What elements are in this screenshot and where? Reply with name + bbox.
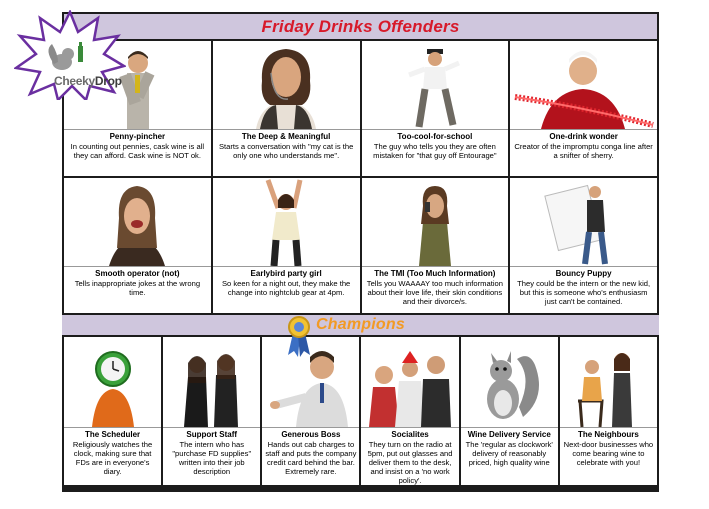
offender-title: Too-cool-for-school <box>397 132 473 141</box>
two-women-figure-icon <box>172 337 252 427</box>
cheekydrop-logo <box>14 10 126 100</box>
champion-caption <box>262 427 359 485</box>
champion-photo <box>560 337 657 427</box>
champion-title: Socialites <box>391 430 429 439</box>
neighbours-figure-icon <box>568 337 648 427</box>
sign-man-figure-icon <box>529 178 639 266</box>
offender-desc: In counting out pennies, cask wine is all they can afford. Cask wine is NOT ok. <box>70 142 205 160</box>
champion-title: Support Staff <box>186 430 238 439</box>
champion-desc: They turn on the radio at 5pm, put out glasses and deliver them to the desk, and insist on a 'no work policy'. <box>367 440 453 485</box>
champion-caption <box>64 427 161 485</box>
champion-desc: The intern who has "purchase FD supplies" written into their job description <box>172 440 252 476</box>
champion-caption <box>560 427 657 485</box>
champions-title: Champions <box>316 316 405 333</box>
champion-card-scheduler <box>64 337 161 485</box>
offenders-sheet <box>62 12 659 492</box>
offender-card-bouncy-puppy <box>510 178 657 313</box>
champion-photo <box>64 337 161 427</box>
squirrel-figure-icon <box>469 337 549 427</box>
clock-head-man-figure-icon <box>78 337 148 427</box>
handshake-man-figure-icon <box>266 337 356 427</box>
offender-desc: Starts a conversation with "my cat is the only one who understands me". <box>218 142 354 160</box>
champion-photo <box>163 337 260 427</box>
champion-photo <box>461 337 558 427</box>
offender-caption <box>64 266 211 313</box>
offender-caption <box>213 266 360 313</box>
offender-title: Smooth operator (not) <box>95 269 180 278</box>
woman-headset-figure-icon <box>216 41 356 129</box>
champion-desc: Hands out cab charges to staff and puts the company credit card behind the bar. Extremely rare. <box>265 440 357 476</box>
offender-desc: The guy who tells you they are often mistaken for "that guy off Entourage" <box>373 142 497 160</box>
offender-photo <box>510 41 657 129</box>
champions-band <box>62 313 659 337</box>
logo-wordmark <box>54 74 122 88</box>
champion-title: The Neighbours <box>577 430 639 439</box>
champion-caption <box>163 427 260 485</box>
champion-desc: Religiously watches the clock, making sure that FDs are in everyone's diary. <box>72 440 153 476</box>
champion-title: The Scheduler <box>85 430 141 439</box>
champion-photo <box>262 337 359 427</box>
champion-card-socialites <box>361 337 458 485</box>
header-band <box>64 14 657 41</box>
offender-card-smooth-operator <box>64 178 211 313</box>
offender-title: Penny-pincher <box>109 132 166 141</box>
champion-card-wine-delivery <box>461 337 558 485</box>
offender-caption <box>213 129 360 176</box>
offender-desc: So keen for a night out, they make the change into nightclub gear at 4pm. <box>221 279 351 297</box>
champion-title: Wine Delivery Service <box>467 430 551 439</box>
offender-card-tmi <box>362 178 509 313</box>
offenders-grid <box>64 41 657 313</box>
offender-caption <box>362 129 509 176</box>
offender-caption <box>510 266 657 313</box>
offender-caption <box>64 129 211 176</box>
logo-text-cheeky: Cheeky <box>54 74 95 88</box>
tinsel-man-figure-icon <box>511 41 657 129</box>
offender-title: The Deep & Meaningful <box>241 132 331 141</box>
offender-card-earlybird <box>213 178 360 313</box>
offender-title: Bouncy Puppy <box>555 269 612 278</box>
offender-photo <box>64 178 211 266</box>
champion-title: Generous Boss <box>281 430 341 439</box>
offender-photo <box>362 178 509 266</box>
offender-card-too-cool <box>362 41 509 176</box>
champion-photo <box>361 337 458 427</box>
dancing-woman-figure-icon <box>246 178 326 266</box>
champion-card-generous-boss <box>262 337 359 485</box>
offender-photo <box>213 41 360 129</box>
offender-title: One-drink wonder <box>549 132 618 141</box>
champion-desc: The 'regular as clockwork' delivery of reasonably priced, high quality wine <box>465 440 553 467</box>
offender-title: The TMI (Too Much Information) <box>374 269 496 278</box>
phone-woman-figure-icon <box>395 178 475 266</box>
champion-caption <box>361 427 458 485</box>
offender-caption <box>362 266 509 313</box>
page-title: Friday Drinks Offenders <box>261 16 460 36</box>
offender-photo <box>510 178 657 266</box>
laughing-man-figure-icon <box>97 178 177 266</box>
dancing-man-figure-icon <box>395 41 475 129</box>
offender-photo <box>362 41 509 129</box>
logo-text-drop: Drop <box>94 74 122 88</box>
offender-card-one-drink <box>510 41 657 176</box>
offender-caption <box>510 129 657 176</box>
champion-card-support-staff <box>163 337 260 485</box>
champion-caption <box>461 427 558 485</box>
party-group-figure-icon <box>365 337 455 427</box>
offender-title: Earlybird party girl <box>250 269 322 278</box>
offender-photo <box>213 178 360 266</box>
offender-desc: Tells you WAAAAY too much information about their love life, their skin conditions and their divorce/s. <box>366 279 503 306</box>
champions-grid <box>64 337 657 485</box>
offender-desc: Tells inappropriate jokes at the wrong time. <box>74 279 201 297</box>
offender-card-deep-meaningful <box>213 41 360 176</box>
champion-desc: Next-door businesses who come bearing wine to celebrate with you! <box>563 440 654 467</box>
offender-desc: Creator of the impromptu conga line after a snifter of sherry. <box>514 142 653 160</box>
champion-card-neighbours <box>560 337 657 485</box>
offender-desc: They could be the intern or the new kid, but this is someone who's enthusiasm just can't be contained. <box>517 279 651 306</box>
